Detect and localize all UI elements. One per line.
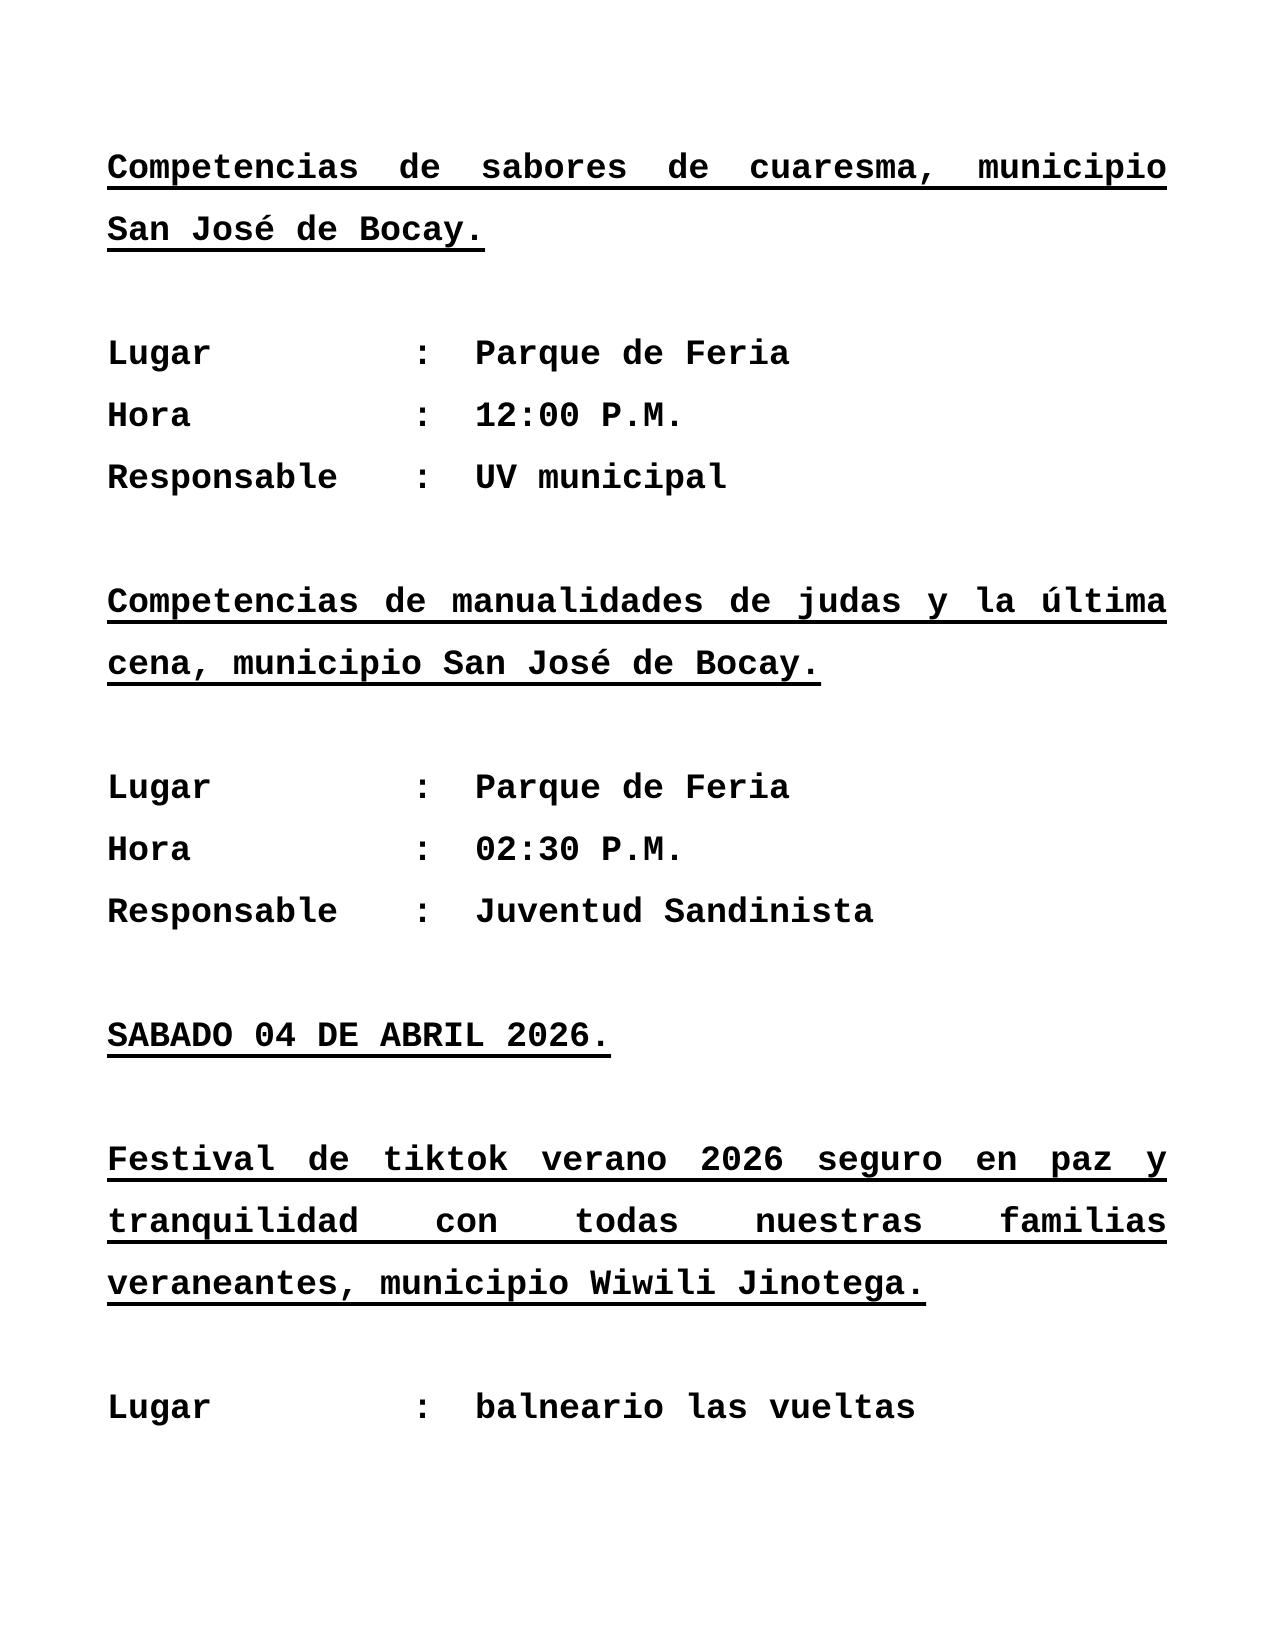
heading-line: cena, municipio San José de Bocay. bbox=[107, 645, 822, 685]
detail-separator: : bbox=[412, 769, 434, 809]
detail-value: Juventud Sandinista bbox=[475, 893, 875, 933]
detail-row-lugar bbox=[107, 1378, 1167, 1440]
date-heading: SABADO 04 DE ABRIL 2026. bbox=[107, 1017, 612, 1057]
detail-separator: : bbox=[412, 397, 434, 437]
detail-row-hora bbox=[107, 820, 1167, 882]
detail-separator: : bbox=[412, 1389, 434, 1429]
blank-line bbox=[107, 1068, 1167, 1130]
heading-line: Competencias de manualidades de judas y la última bbox=[107, 583, 1167, 623]
detail-value: Parque de Feria bbox=[475, 335, 791, 375]
blank-line bbox=[107, 944, 1167, 1006]
detail-label: Lugar bbox=[107, 1389, 213, 1429]
detail-row-responsable bbox=[107, 882, 1167, 944]
detail-separator: : bbox=[412, 459, 434, 499]
detail-separator: : bbox=[412, 831, 434, 871]
detail-label: Hora bbox=[107, 397, 192, 437]
detail-value: 02:30 P.M. bbox=[475, 831, 686, 871]
heading-line: Festival de tiktok verano 2026 seguro en paz y bbox=[107, 1141, 1167, 1181]
heading-line: tranquilidad con todas nuestras familias bbox=[107, 1203, 1167, 1243]
detail-row-hora bbox=[107, 386, 1167, 448]
blank-line bbox=[107, 696, 1167, 758]
detail-label: Responsable bbox=[107, 893, 339, 933]
detail-label: Lugar bbox=[107, 769, 213, 809]
detail-value: 12:00 P.M. bbox=[475, 397, 686, 437]
blank-line bbox=[107, 262, 1167, 324]
detail-separator: : bbox=[412, 335, 434, 375]
detail-row-responsable bbox=[107, 448, 1167, 510]
detail-separator: : bbox=[412, 893, 434, 933]
detail-label: Hora bbox=[107, 831, 192, 871]
document-content bbox=[107, 138, 1167, 1440]
blank-line bbox=[107, 510, 1167, 572]
detail-label: Responsable bbox=[107, 459, 339, 499]
detail-value: balneario las vueltas bbox=[475, 1389, 917, 1429]
detail-row-lugar bbox=[107, 324, 1167, 386]
heading-line: San José de Bocay. bbox=[107, 211, 486, 251]
heading-line: veraneantes, municipio Wiwili Jinotega. bbox=[107, 1265, 927, 1305]
detail-label: Lugar bbox=[107, 335, 213, 375]
heading-line: Competencias de sabores de cuaresma, municipio bbox=[107, 149, 1167, 189]
detail-value: UV municipal bbox=[475, 459, 728, 499]
detail-value: Parque de Feria bbox=[475, 769, 791, 809]
blank-line bbox=[107, 1316, 1167, 1378]
detail-row-lugar bbox=[107, 758, 1167, 820]
